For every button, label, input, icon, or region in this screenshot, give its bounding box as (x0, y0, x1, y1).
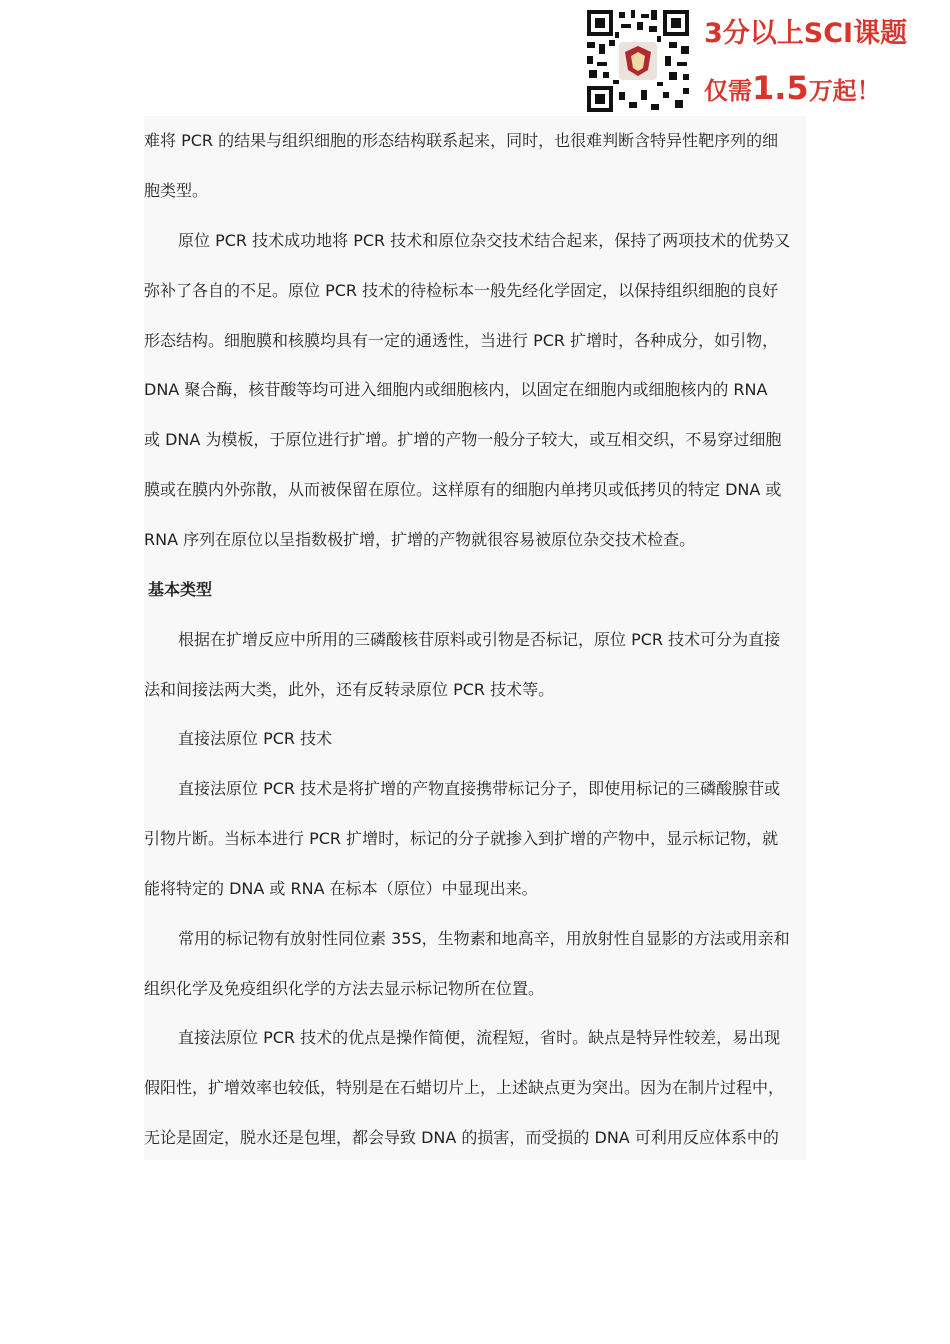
paragraph-first-line: 直接法原位 PCR 技术是将扩增的产物直接携带标记分子，即使用标记的三磷酸腺苷或 (178, 779, 781, 798)
text-line: RNA 序列在原位以呈指数极扩增，扩增的产物就很容易被原位杂交技术检查。 (144, 530, 696, 549)
promo-price-prefix: 仅需 (704, 77, 752, 105)
text-line: 形态结构。细胞膜和核膜均具有一定的通透性，当进行 PCR 扩增时，各种成分，如引物， (144, 331, 779, 350)
text-line: 法和间接法两大类，此外，还有反转录原位 PCR 技术等。 (144, 680, 555, 699)
section-heading: 基本类型 (148, 580, 213, 599)
text-line: 能将特定的 DNA 或 RNA 在标本（原位）中显现出来。 (144, 879, 538, 898)
subsection-heading: 直接法原位 PCR 技术 (178, 729, 333, 748)
paragraph-first-line: 根据在扩增反应中所用的三磷酸核苷原料或引物是否标记，原位 PCR 技术可分为直接 (178, 630, 781, 649)
promo-price-suffix: 万起！ (808, 77, 881, 105)
text-line: DNA 聚合酶，核苷酸等均可进入细胞内或细胞核内，以固定在细胞内或细胞核内的 RNA (144, 380, 768, 399)
text-line: 难将 PCR 的结果与组织细胞的形态结构联系起来，同时，也很难判断含特异性靶序列的细 (144, 131, 779, 150)
promo-price-number: 1.5 (752, 69, 809, 107)
text-line: 无论是固定，脱水还是包埋，都会导致 DNA 的损害，而受损的 DNA 可利用反应体系中的 (144, 1128, 779, 1147)
text-line: 胞类型。 (144, 181, 209, 200)
paragraph-first-line: 直接法原位 PCR 技术的优点是操作简便，流程短，省时。缺点是特异性较差，易出现 (178, 1028, 781, 1047)
paragraph-first-line: 常用的标记物有放射性同位素 35S，生物素和地高辛，用放射性自显影的方法或用亲和 (178, 929, 790, 948)
text-line: 引物片断。当标本进行 PCR 扩增时，标记的分子就掺入到扩增的产物中，显示标记物，就 (144, 829, 779, 848)
promo-price (704, 68, 881, 111)
text-line: 假阳性，扩增效率也较低，特别是在石蜡切片上，上述缺点更为突出。因为在制片过程中， (144, 1078, 785, 1097)
text-line: 组织化学及免疫组织化学的方法去显示标记物所在位置。 (144, 979, 545, 998)
text-line: 或 DNA 为模板，于原位进行扩增。扩增的产物一般分子较大，或互相交织，不易穿过细胞 (144, 430, 782, 449)
text-line: 膜或在膜内外弥散，从而被保留在原位。这样原有的细胞内单拷贝或低拷贝的特定 DNA 或 (144, 480, 782, 499)
promo-headline: 3分以上SCI课题 (704, 18, 908, 49)
paragraph-first-line: 原位 PCR 技术成功地将 PCR 技术和原位杂交技术结合起来，保持了两项技术的优势又 (178, 231, 791, 250)
qr-code-icon (585, 8, 691, 114)
text-line: 弥补了各自的不足。原位 PCR 技术的待检标本一般先经化学固定，以保持组织细胞的良好 (144, 281, 779, 300)
